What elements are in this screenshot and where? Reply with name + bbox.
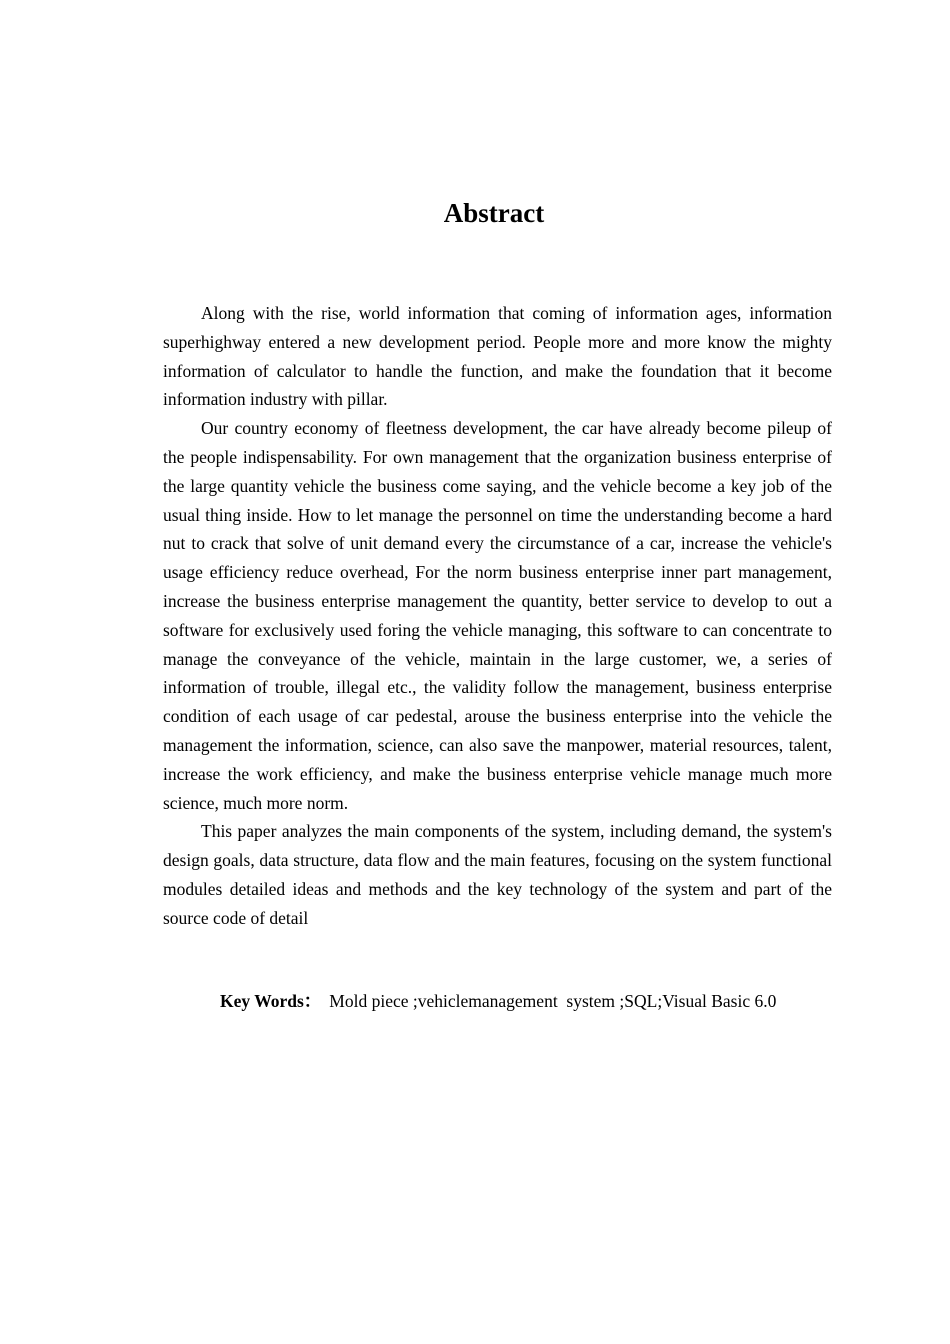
abstract-body — [163, 299, 832, 933]
keywords-separator: ： — [303, 991, 322, 1011]
keywords-value: Mold piece ;vehiclemanagement system ;SQL;Visual Basic 6.0 — [329, 991, 777, 1011]
keywords-label: Key Words — [220, 991, 304, 1011]
abstract-paragraph-1: Along with the rise, world information that coming of information ages, information superhighway entered a new development period. People more and more know the mighty information of calculator to handle the function, and make the foundation that it become information industry with pillar. — [163, 303, 832, 410]
abstract-paragraph-2: Our country economy of fleetness development, the car have already become pileup of the people indispensability. For own management that the organization business enterprise of the large quantity vehicle the business come saying, and the vehicle become a key job of the usual thing inside. How to let manage the personnel on time the understanding become a hard nut to crack that solve of unit demand every the circumstance of a car, increase the vehicle's usage efficiency reduce overhead, For the norm business enterprise inner part management, increase the business enterprise management the quantity, better service to develop to out a software for exclusively used foring the vehicle managing, this software to can concentrate to manage the conveyance of the vehicle, maintain in the large customer, we, a series of information of trouble, illegal etc., the validity follow the management, business enterprise condition of each usage of car pedestal, arouse the business enterprise into the vehicle the management the information, science, can also save the manpower, material resources, talent, increase the work efficiency, and make the business enterprise vehicle manage much more science, much more norm. — [163, 418, 832, 813]
page-title: Abstract — [443, 198, 545, 228]
keywords-line — [220, 987, 860, 1015]
abstract-paragraph-3: This paper analyzes the main components of the system, including demand, the system's design goals, data structure, data flow and the main features, focusing on the system functional modules detailed ideas and methods and the key technology of the system and part of the source code of detail — [163, 821, 832, 928]
